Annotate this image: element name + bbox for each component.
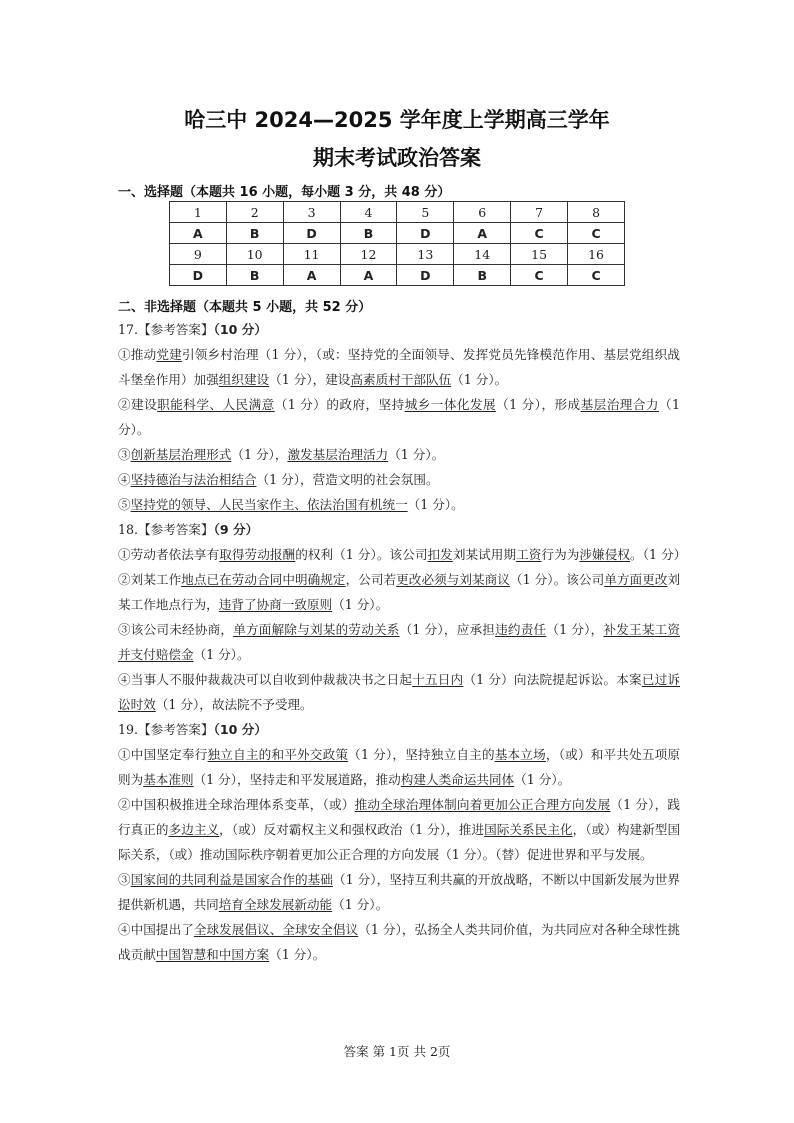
q17-point2: ②建设职能科学、人民满意（1 分）的政府，坚持城乡一体化发展（1 分），形成基层治理合力（1 分）。: [118, 397, 681, 437]
q-answer: B: [454, 265, 511, 286]
q-num: 10: [226, 244, 283, 265]
q-num: 16: [568, 244, 625, 265]
answer-body: [118, 317, 680, 967]
q19-heading: [118, 717, 680, 742]
q-answer: C: [511, 223, 568, 244]
q18-point3: ③该公司未经协商，单方面解除与刘某的劳动关系（1 分），应承担违约责任（1 分），补发王某工资并支付赔偿金（1 分）。: [118, 622, 681, 662]
q-num: 2: [226, 202, 283, 223]
q-answer: D: [283, 223, 340, 244]
q17-score: （10 分）: [213, 322, 267, 337]
q-answer: B: [226, 223, 283, 244]
table-row: [170, 244, 625, 265]
q19-point1: ①中国坚定奉行独立自主的和平外交政策（1 分），坚持独立自主的基本立场，（或）和平共处五项原则为基本准则（1 分），坚持走和平发展道路，推动构建人类命运共同体（1 分）。: [118, 747, 681, 787]
q-num: 8: [568, 202, 625, 223]
q-answer: A: [454, 223, 511, 244]
q-num: 5: [397, 202, 454, 223]
q-answer: B: [226, 265, 283, 286]
q-num: 3: [283, 202, 340, 223]
q18-score: （9 分）: [213, 522, 259, 537]
q-answer: D: [397, 265, 454, 286]
q-answer: C: [511, 265, 568, 286]
q17-point3: ③创新基层治理形式（1 分），激发基层治理活力（1 分）。: [118, 447, 445, 462]
q-answer: A: [170, 223, 227, 244]
q-num: 1: [170, 202, 227, 223]
q-answer: B: [340, 223, 397, 244]
section2-heading: 二、非选择题（本题共 5 小题，共 52 分）: [118, 300, 372, 315]
title-line2: 期末考试政治答案: [313, 146, 481, 170]
q-num: 13: [397, 244, 454, 265]
q19-label: 19.【参考答案】: [118, 722, 214, 737]
page-footer: 答案 第 1页 共 2页: [343, 1044, 451, 1059]
q17-point5: ⑤坚持党的领导、人民当家作主、依法治国有机统一（1 分）。: [118, 497, 464, 512]
q-answer: A: [340, 265, 397, 286]
q-num: 11: [283, 244, 340, 265]
q17-heading: [118, 317, 680, 342]
title-line1: 哈三中 2024—2025 学年度上学期高三学年: [184, 108, 610, 132]
q-num: 6: [454, 202, 511, 223]
answer-table: [169, 201, 625, 286]
q-num: 7: [511, 202, 568, 223]
q18-point1: ①劳动者依法享有取得劳动报酬的权利（1 分）。该公司扣发刘某试用期工资行为为涉嫌侵权。（1 分）②刘某工作地点已在劳动合同中明确规定，公司若更改必须与刘某商议（1 分）。该公司单方面更改刘某工作地点行为，违背了协商一致原则（1 分）。: [118, 547, 681, 612]
q17-point4: ④坚持德治与法治相结合（1 分），营造文明的社会氛围。: [118, 472, 439, 487]
q17-point1: ①推动党建引领乡村治理（1 分），（或：坚持党的全面领导、发挥党员先锋模范作用、基层党组织战斗堡垒作用）加强组织建设（1 分），建设高素质村干部队伍（1 分）。: [118, 347, 681, 387]
table-row: [170, 202, 625, 223]
q17-label: 17.【参考答案】: [118, 322, 214, 337]
q-num: 14: [454, 244, 511, 265]
q-num: 4: [340, 202, 397, 223]
q-num: 15: [511, 244, 568, 265]
q18-point4: ④当事人不服仲裁裁决可以自收到仲裁裁决书之日起十五日内（1 分）向法院提起诉讼。本案已过诉讼时效（1 分），故法院不予受理。: [118, 672, 681, 712]
q19-score: （10 分）: [213, 722, 267, 737]
table-row: [170, 265, 625, 286]
q-answer: A: [283, 265, 340, 286]
q18-heading: [118, 517, 680, 542]
q-answer: D: [397, 223, 454, 244]
q19-point3: ③国家间的共同利益是国家合作的基础（1 分），坚持互利共赢的开放战略，不断以中国新发展为世界提供新机遇，共同培育全球发展新动能（1 分）。: [118, 872, 681, 912]
q-num: 9: [170, 244, 227, 265]
section1-heading: 一、选择题（本题共 16 小题，每小题 3 分，共 48 分）: [118, 185, 451, 200]
q-answer: C: [568, 223, 625, 244]
table-row: [170, 223, 625, 244]
q18-label: 18.【参考答案】: [118, 522, 214, 537]
q-answer: C: [568, 265, 625, 286]
q19-point4: ④中国提出了全球发展倡议、全球安全倡议（1 分），弘扬全人类共同价值，为共同应对各种全球性挑战贡献中国智慧和中国方案（1 分）。: [118, 922, 681, 962]
q-num: 12: [340, 244, 397, 265]
q19-point2: ②中国积极推进全球治理体系变革，（或）推动全球治理体制向着更加公正合理方向发展（1 分），践行真正的多边主义，（或）反对霸权主义和强权政治（1 分），推进国际关系民主化，（或）构建新型国际关系，（或）推动国际秩序朝着更加公正合理的方向发展（1 分）。（替）促进世界和平与发展。: [118, 797, 681, 862]
q-answer: D: [170, 265, 227, 286]
